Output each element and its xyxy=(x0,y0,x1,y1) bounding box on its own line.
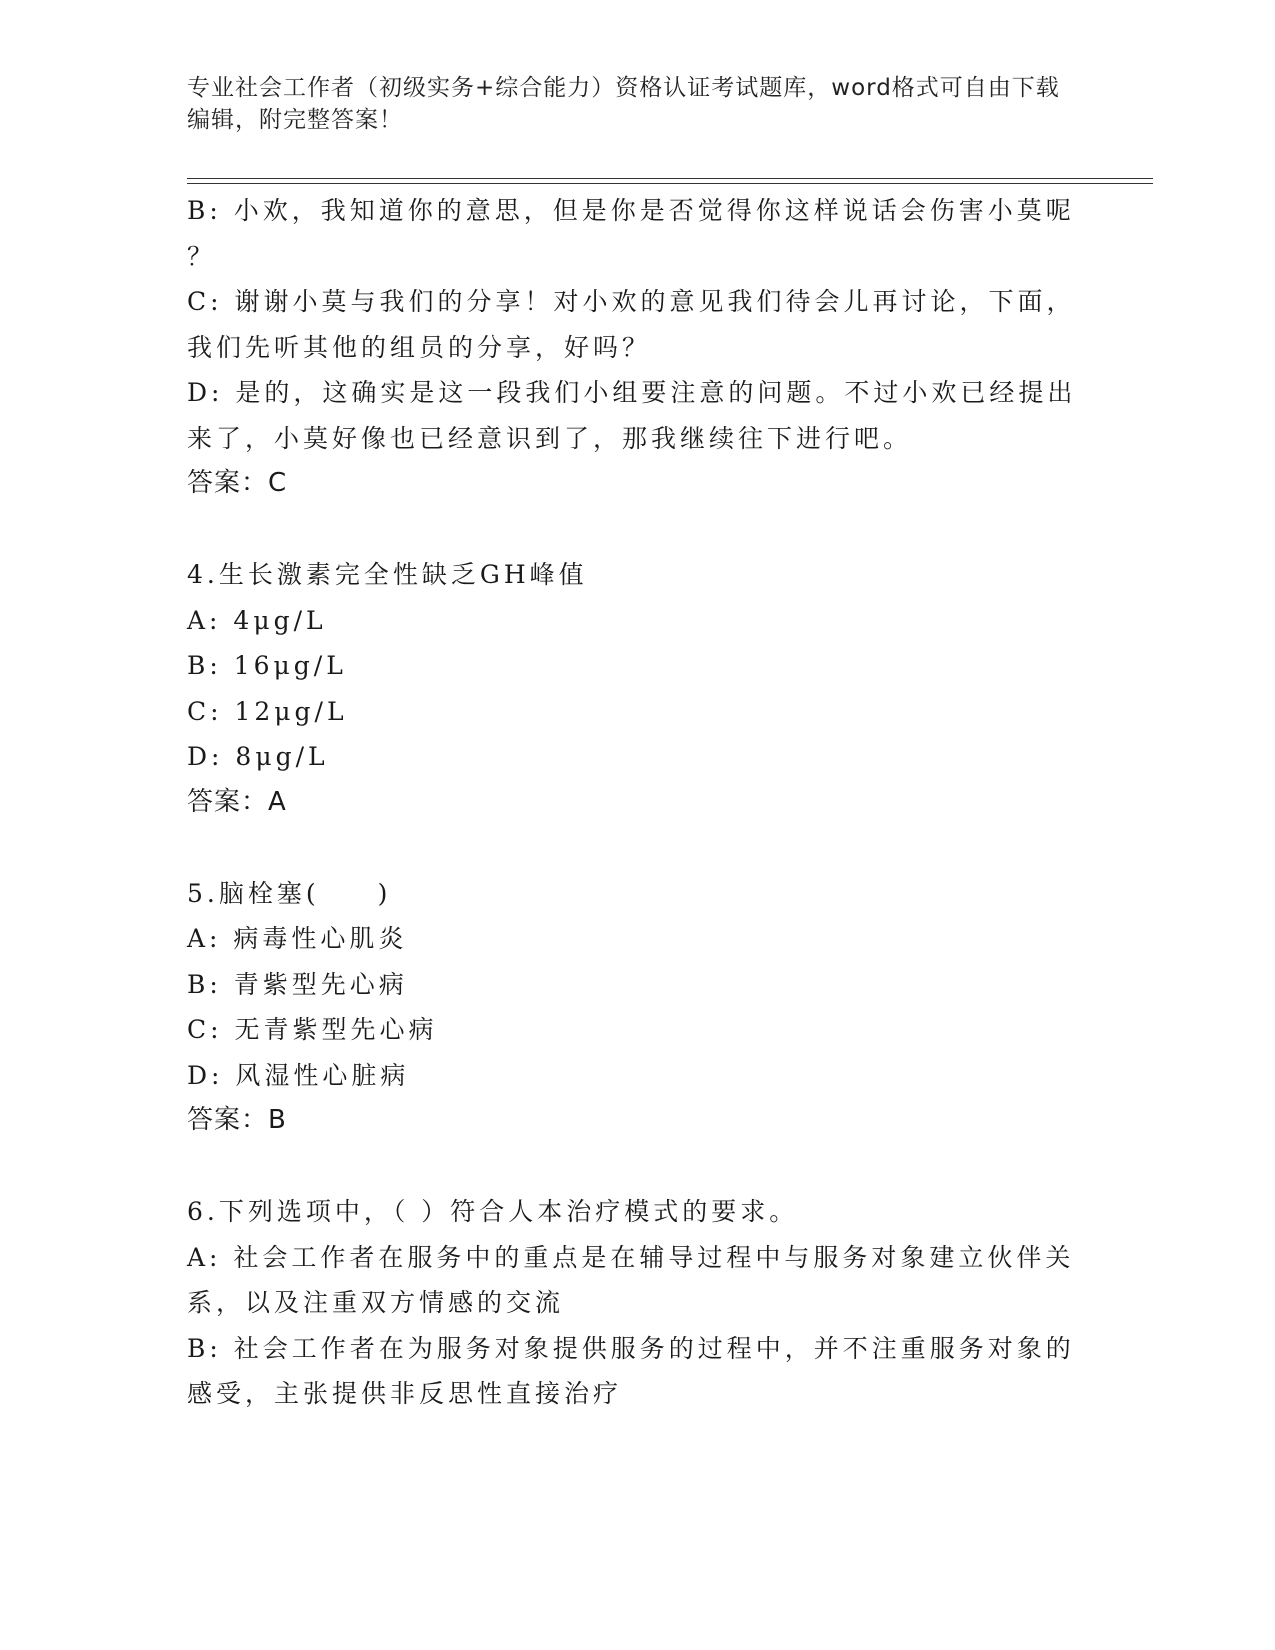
question-3-tail xyxy=(187,188,1087,507)
option-d: D: 风湿性心脏病 xyxy=(187,1060,410,1090)
answer-label: 答案：B xyxy=(187,1105,287,1135)
header-divider xyxy=(187,178,1153,184)
option-d: D: 8μg/L xyxy=(187,742,329,771)
question-stem: 4.生长激素完全性缺乏GH峰值 xyxy=(187,560,588,589)
option-b-line-1: B: 小欢，我知道你的意思，但是你是否觉得你这样说话会伤害小莫呢 xyxy=(187,196,1075,225)
option-b: B: 16μg/L xyxy=(187,651,347,680)
answer-label: 答案：A xyxy=(187,786,287,817)
option-a: A: 4μg/L xyxy=(187,605,327,635)
option-b: B: 青紫型先心病 xyxy=(187,969,408,999)
option-a-line-1: A: 社会工作者在服务中的重点是在辅导过程中与服务对象建立伙伴关 xyxy=(187,1242,1075,1272)
question-4 xyxy=(187,552,1087,825)
option-b-line-1: B: 社会工作者在为服务对象提供服务的过程中，并不注重服务对象的 xyxy=(187,1333,1075,1363)
option-c-line-1: C: 谢谢小莫与我们的分享！对小欢的意见我们待会儿再讨论，下面， xyxy=(187,287,1076,316)
option-a-line-2: 系，以及注重双方情感的交流 xyxy=(187,1288,565,1317)
question-5 xyxy=(187,871,1087,1144)
spacer xyxy=(187,1144,1087,1190)
answer-label: 答案：C xyxy=(187,468,288,498)
option-c: C: 12μg/L xyxy=(187,696,348,726)
option-b-line-2: 感受，主张提供非反思性直接治疗 xyxy=(187,1379,623,1408)
spacer xyxy=(187,507,1087,553)
header-line-2: 编辑，附完整答案！ xyxy=(187,107,403,133)
question-stem: 6.下列选项中，（ ）符合人本治疗模式的要求。 xyxy=(187,1197,799,1226)
option-c: C: 无青紫型先心病 xyxy=(187,1015,438,1044)
option-c-line-2: 我们先听其他的组员的分享，好吗？ xyxy=(187,332,652,362)
option-d-line-2: 来了，小莫好像也已经意识到了，那我继续往下进行吧。 xyxy=(187,423,913,453)
spacer xyxy=(187,825,1087,871)
option-b-line-2: ？ xyxy=(187,241,217,271)
question-stem: 5.脑栓塞( ) xyxy=(187,878,392,908)
option-d-line-1: D: 是的，这确实是这一段我们小组要注意的问题。不过小欢已经提出 xyxy=(187,378,1077,407)
option-a: A: 病毒性心肌炎 xyxy=(187,924,408,953)
question-content xyxy=(187,188,1087,1417)
question-6 xyxy=(187,1189,1087,1417)
page-header xyxy=(187,72,1087,136)
header-line-1: 专业社会工作者（初级实务+综合能力）资格认证考试题库，word格式可自由下载 xyxy=(187,75,1060,101)
